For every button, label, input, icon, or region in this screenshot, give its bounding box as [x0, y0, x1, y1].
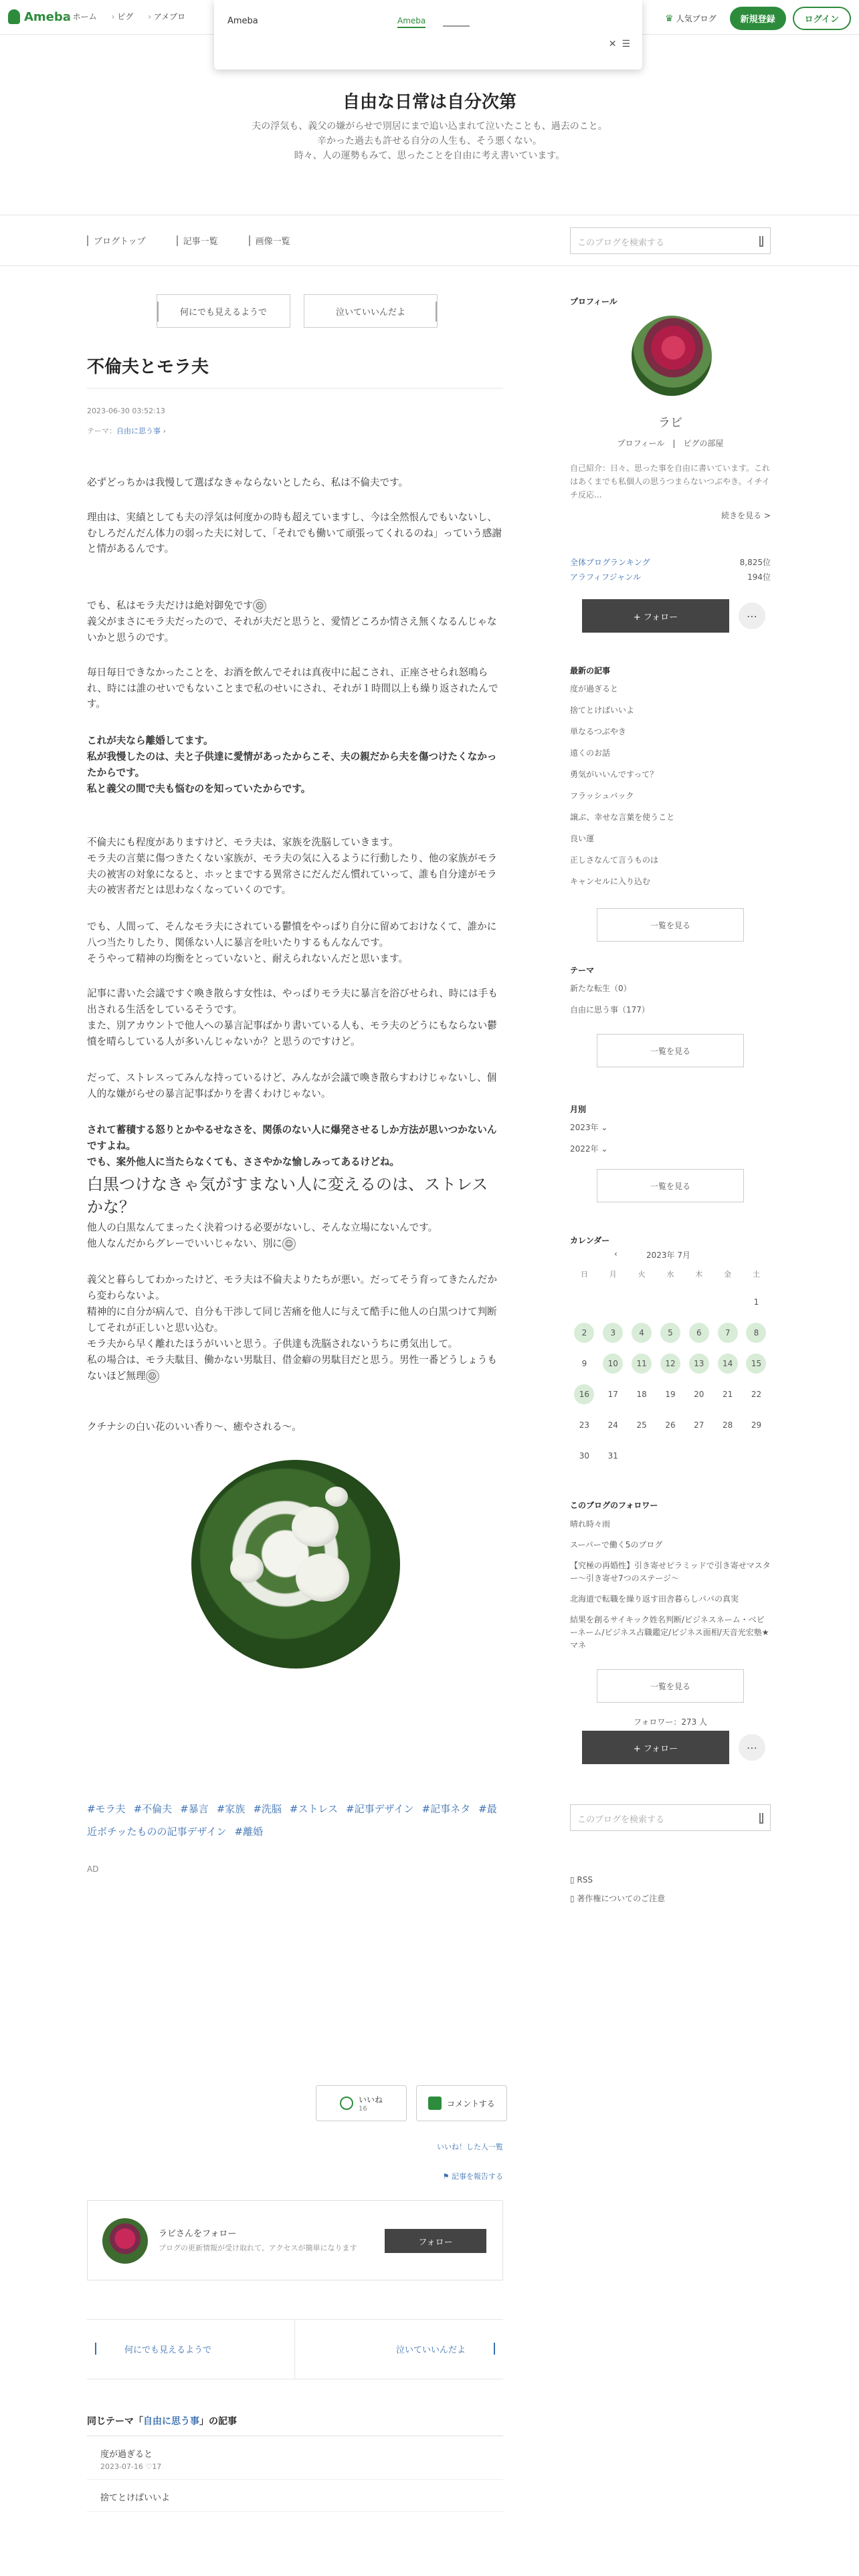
entry-theme: [87, 425, 166, 436]
subnav-label: 記事一覧: [183, 237, 218, 247]
month-item[interactable]: [570, 1117, 771, 1138]
ranking-link[interactable]: 全体ブログランキング: [570, 558, 650, 567]
paragraph-heading: 白黒つけなきゃ気がすまない人に変えるのは、ストレスかな？: [87, 1175, 488, 1216]
menu-icon[interactable]: ☰: [622, 39, 630, 49]
prev-entry-link[interactable]: 何にでも見えるようで: [87, 2320, 295, 2379]
divider: [87, 388, 503, 389]
calendar-day: 26: [665, 1420, 676, 1430]
latest-item[interactable]: 良い運: [570, 834, 595, 843]
more-icon[interactable]: ⋯: [739, 603, 765, 629]
blog-description: [0, 119, 859, 163]
overlay-tab[interactable]: Ameba: [397, 16, 425, 28]
report-label: 記事を報告する: [452, 2172, 503, 2181]
hashtag[interactable]: #家族: [216, 1803, 246, 1815]
monthly-more-wrap: [570, 1169, 771, 1202]
calendar-day: 27: [694, 1420, 704, 1430]
latest-more-wrap: [570, 908, 771, 942]
ranking-value: 8,825位: [739, 558, 771, 567]
calendar-weekday: 月: [609, 1270, 617, 1279]
subnav-image-list[interactable]: [249, 234, 290, 247]
entry-pager-bottom: [87, 2319, 503, 2379]
paragraph: 私と義父の間で夫も悩むのを知っていたからです。: [87, 783, 311, 794]
same-theme-section: [87, 2414, 503, 2512]
calendar-day[interactable]: 6: [689, 1323, 709, 1343]
like-count: 16: [358, 2105, 367, 2113]
blog-search-input[interactable]: [570, 227, 771, 254]
sidebar-follow-button-2[interactable]: + フォロー: [582, 1731, 729, 1764]
register-button[interactable]: 新規登録: [730, 7, 786, 30]
calendar-month-label: 2023年 7月: [646, 1251, 690, 1260]
paragraph-text: 他人なんだからグレーでいいじゃない、別に: [87, 1238, 282, 1249]
monthly-list: [570, 1117, 771, 1160]
calendar-day[interactable]: 15: [746, 1354, 766, 1374]
calendar-day: [632, 1292, 652, 1312]
latest-item[interactable]: フラッシュバック: [570, 791, 634, 800]
latest-item[interactable]: 単なるつぶやき: [570, 727, 626, 736]
followers-more-button[interactable]: 一覧を見る: [597, 1669, 744, 1703]
calendar-week: [570, 1354, 771, 1374]
calendar-day: [660, 1446, 680, 1466]
calendar-day[interactable]: 5: [660, 1323, 680, 1343]
paragraph: そうやって精神の均衡をとっていないと、耐えられないんだと思います。: [87, 953, 409, 964]
flower-shape: [292, 1507, 339, 1547]
login-button[interactable]: ログイン: [793, 7, 851, 30]
next-entry-link[interactable]: 泣いていいんだよ: [295, 2320, 503, 2379]
hashtag[interactable]: #ストレス: [289, 1803, 339, 1815]
item-title: 度が過ぎると: [100, 2450, 153, 2460]
profile-name[interactable]: ラビ: [658, 416, 682, 430]
blog-description-line: 時々、人の運勢もみて、思ったことを自由に考え書いています。: [294, 150, 565, 161]
follower-follow-row: [582, 1731, 765, 1764]
calendar-day: [746, 1446, 766, 1466]
paragraph: 精神的に自分が病んで、自分も干渉して同じ苦痛を他人に与えて酷手に他人の白黒つけて判断してそれが正しいと思い込む。: [87, 1306, 497, 1333]
calendar-day: 21: [723, 1390, 733, 1399]
follow-card-desc: ブログの更新情報が受け取れて、アクセスが簡単になります: [159, 2244, 357, 2252]
theme-more-button[interactable]: 一覧を見る: [597, 1034, 744, 1067]
follower-list: [570, 1513, 771, 1652]
entry-pager-top: [157, 294, 438, 328]
calendar-day: [574, 1292, 594, 1312]
paragraph: 私が我慢したのは、夫と子供達に愛情があったからこそ、夫の親だから夫を傷つけたくなかったからです。: [87, 751, 497, 778]
ad-label: AD: [87, 1864, 99, 1874]
next-entry-button[interactable]: 泣いていいんだよ: [304, 294, 438, 328]
hashtag[interactable]: #記事デザイン: [346, 1803, 414, 1815]
blog-subnav: [0, 215, 859, 266]
calendar-weekday: 土: [752, 1270, 760, 1279]
paragraph: だって、ストレスってみんな持っているけど、みんなが会議で喚き散らすわけじゃないし、個人的な嫌がらせの暴言記事ばかりを書くわけじゃない。: [87, 1072, 497, 1099]
hashtag[interactable]: #洗脳: [253, 1803, 282, 1815]
calendar-heading: カレンダー: [570, 1236, 610, 1245]
calendar-week: [570, 1446, 771, 1466]
item-likes: 17: [152, 2462, 162, 2471]
paragraph: されて蓄積する怒りとかやるせなさを、関係のない人に爆発させるしか方法が思いつかないんですよね。: [87, 1124, 497, 1152]
avatar[interactable]: [102, 2218, 148, 2264]
calendar-grid: [570, 1268, 771, 1466]
calendar-day: 20: [694, 1390, 704, 1399]
like-button[interactable]: [316, 2085, 407, 2121]
calendar-day: [718, 1446, 738, 1466]
follower-item[interactable]: 晴れ時々雨: [570, 1519, 611, 1529]
hashtag[interactable]: #モラ夫: [87, 1803, 126, 1815]
calendar-week: [570, 1415, 771, 1435]
theme-heading: テーマ: [570, 966, 595, 975]
global-nav: [67, 11, 185, 22]
calendar-day: 23: [579, 1420, 590, 1430]
followers-heading: このブログのフォロワー: [570, 1501, 658, 1510]
calendar-day[interactable]: 3: [603, 1323, 623, 1343]
heading-text: 」の記事: [199, 2416, 237, 2427]
more-icon[interactable]: ⋯: [739, 1734, 765, 1761]
follow-button[interactable]: フォロー: [385, 2229, 486, 2253]
calendar-day[interactable]: 16: [574, 1384, 594, 1404]
list-item[interactable]: [87, 2436, 503, 2480]
document-icon: ▯: [570, 1894, 577, 1903]
latest-list: [570, 678, 771, 892]
theme-item[interactable]: 新たな転生（0）: [570, 984, 632, 993]
chevron-down-icon: ⌄: [598, 1123, 608, 1132]
theme-link[interactable]: 自由に思う事: [116, 427, 161, 435]
read-more-link[interactable]: 続きを見る >: [721, 511, 771, 520]
search-placeholder: このブログを検索する: [577, 238, 665, 248]
list-item[interactable]: [87, 2480, 503, 2512]
chevron-down-icon: ⌄: [598, 1144, 608, 1154]
blog-description-line: 夫の浮気も、義父の嫌がらせで別居にまで追い込まれて泣いたことも、過去のこと。: [252, 121, 607, 132]
emoji-icon: ☹: [253, 599, 266, 613]
report-link[interactable]: [443, 2171, 503, 2181]
entry-title[interactable]: 不倫夫とモラ夫: [87, 357, 209, 377]
search-icon[interactable]: [759, 236, 763, 247]
ranking-row: [570, 571, 771, 582]
like-label: いいね: [358, 2095, 383, 2105]
ameba-logo[interactable]: [8, 9, 71, 24]
month-item[interactable]: [570, 1138, 771, 1160]
account-actions: [665, 7, 851, 30]
latest-item[interactable]: 遠くのお話: [570, 748, 611, 758]
calendar-weekday: 木: [695, 1270, 703, 1279]
paragraph: 毎日毎日できなかったことを、お酒を飲んでそれは真夜中に起こされ、正座させられ怒鳴られ、時には誰のせいでもないことまで私のせいにされ、それが１時間以上も繰り返されたんです。: [87, 667, 498, 710]
popular-blog-link[interactable]: [665, 13, 717, 24]
subnav-label: 画像一覧: [255, 237, 290, 247]
calendar-day: [689, 1292, 709, 1312]
calendar-weekday: 金: [724, 1270, 732, 1279]
paragraph: モラ夫から早く離れたほうがいいと思う。子供達も洗脳されないうちに勇気出して。: [87, 1338, 458, 1350]
overlay-brand: Ameba: [227, 16, 258, 26]
entry-date: 2023-06-30 03:52:13: [87, 407, 165, 415]
calendar-day: 28: [723, 1420, 733, 1430]
blog-description-line: 辛かった過去も許せる自分の人生も、そう悪くない。: [317, 136, 542, 146]
calendar-week: [570, 1292, 771, 1312]
monthly-heading: 月別: [570, 1105, 587, 1114]
hashtag[interactable]: #離婚: [234, 1826, 264, 1838]
crown-icon: ♛: [665, 13, 674, 24]
month-label: 2022年: [570, 1144, 599, 1154]
profile-links: プロフィール | ピグの部屋: [617, 439, 724, 448]
paragraph: 他人の白黒なんてまったく決着つける必要がないし、そんな立場にないんです。: [87, 1222, 438, 1233]
pig-room-link[interactable]: ピグの部屋: [683, 439, 724, 448]
paragraph: でも、人間って、そんなモラ夫にされている鬱憤をやっぱり自分に留めておけなくて、誰かに八つ当たりしたり、関係ない人に暴言を吐いたりするもんなんです。: [87, 921, 497, 948]
comment-button[interactable]: [416, 2085, 507, 2121]
item-title: 捨てとけばいいよ: [100, 2493, 171, 2503]
paragraph-text: でも、私はモラ夫だけは絶対御免です: [87, 600, 254, 611]
latest-item[interactable]: 譲ぶ、幸せな言葉を使うこと: [570, 813, 675, 822]
copyright-label: 著作権についてのご注意: [577, 1894, 666, 1903]
item-date: 2023-07-16: [100, 2462, 143, 2471]
gardenia-photo[interactable]: [191, 1460, 400, 1669]
ranking-row: [570, 556, 771, 568]
paragraph: 不倫夫にも程度がありますけど、モラ夫は、家族を洗脳していきます。: [87, 837, 399, 848]
calendar-day[interactable]: 13: [689, 1354, 709, 1374]
like-text: [359, 2094, 383, 2113]
calendar-day: [718, 1292, 738, 1312]
calendar-weekday: 火: [638, 1270, 646, 1279]
calendar-day: [632, 1446, 652, 1466]
theme-list: [570, 978, 771, 1021]
calendar-day: 24: [607, 1420, 618, 1430]
emoji-icon: ☺: [282, 1237, 296, 1251]
hashtag[interactable]: #記事ネタ: [421, 1803, 471, 1815]
paragraph: 理由は、実績としても夫の浮気は何度かの時も超えていますし、今は全然恨んでもいないし、むしろだんだん体力の弱った夫に対して、「それでも働いて頑張ってくれるのね」っていう感謝と情があるんです。: [87, 512, 502, 554]
profile-link[interactable]: プロフィール: [617, 439, 665, 448]
theme-item[interactable]: 自由に思う事（177）: [570, 1005, 650, 1014]
blog-subnav-items: [87, 234, 290, 247]
calendar-day: 31: [607, 1451, 618, 1461]
latest-item[interactable]: 度が過ぎると: [570, 684, 619, 693]
calendar-prev-icon[interactable]: ‹: [614, 1249, 617, 1259]
latest-item[interactable]: 捨てとけばいいよ: [570, 706, 635, 715]
follower-item[interactable]: 【究極の再婚性】引き寄せピラミッドで引き寄せマスター〜引き寄せ7つのステージ〜: [570, 1561, 771, 1583]
latest-more-button[interactable]: 一覧を見る: [597, 908, 744, 942]
latest-item[interactable]: 勇気がいいんですって？: [570, 770, 658, 779]
paragraph: また、別アカウントで他人への暴言記事ばかり書いている人も、モラ夫のどうにもならない鬱憤を晴らしている人が多いんじゃないか？と思うのですけど。: [87, 1020, 497, 1047]
calendar-day: [660, 1292, 680, 1312]
sidebar-follow-button[interactable]: + フォロー: [582, 599, 729, 633]
chevron-right-icon: ›: [161, 427, 166, 435]
calendar-day: 29: [751, 1420, 762, 1430]
heading-text: 同じテーマ「: [87, 2416, 143, 2427]
calendar-day[interactable]: 8: [746, 1323, 766, 1343]
calendar-day: [689, 1446, 709, 1466]
paragraph: これが夫なら離婚してます。: [87, 735, 213, 746]
ranking-value: 194位: [747, 572, 771, 582]
nav-pigg[interactable]: › ピグ: [112, 11, 134, 22]
calendar-weekdays: [570, 1268, 771, 1281]
nav-home[interactable]: › ホーム: [67, 11, 97, 22]
calendar-day: 18: [636, 1390, 647, 1399]
paragraph-text: 私の場合は、モラ夫駄目、働かない男駄目、借金癖の男駄目だと思う。男性一番どうしょうもないほど無理: [87, 1354, 497, 1382]
subnav-article-list[interactable]: [177, 234, 218, 247]
sidebar-search-input[interactable]: [570, 1804, 771, 1831]
calendar-day: 30: [579, 1451, 590, 1461]
profile-heading: プロフィール: [570, 297, 617, 306]
item-meta: [100, 2462, 503, 2471]
month-label: 2023年: [570, 1123, 599, 1132]
paragraph: 義父と暮らしてわかったけど、モラ夫は不倫夫よりたちが悪い。だってそう育ってきたんだから変わらないよ。: [87, 1274, 497, 1301]
profile-intro: 自己紹介：日々、思った事を自由に書いています。これはあくまでも私個人の思うつまらないつぶやき。イチイチ反応...: [570, 463, 771, 500]
follower-count: フォロワー：273 人: [633, 1717, 708, 1727]
bar-icon: [177, 235, 178, 246]
rss-icon: ▯: [570, 1875, 577, 1885]
smile-icon: [340, 2097, 353, 2110]
paragraph: [87, 1236, 503, 1252]
calendar-day[interactable]: 7: [718, 1323, 738, 1343]
monthly-more-button[interactable]: 一覧を見る: [597, 1169, 744, 1202]
comment-label: コメントする: [447, 2099, 495, 2109]
calendar-day: 1: [753, 1297, 759, 1307]
paragraph: [87, 598, 503, 614]
profile-avatar[interactable]: [632, 316, 712, 396]
heart-icon: ♡: [145, 2462, 153, 2471]
prev-entry-button[interactable]: 何にでも見えるようで: [157, 294, 290, 328]
calendar-day: [603, 1292, 623, 1312]
calendar-weekday: 水: [666, 1270, 674, 1279]
hashtag-list: [87, 1798, 503, 1843]
rss-label: RSS: [577, 1875, 593, 1885]
latest-item[interactable]: 正しさなんて言うものは: [570, 855, 659, 865]
calendar-day[interactable]: 10: [603, 1354, 623, 1374]
paragraph: [87, 1352, 503, 1384]
paragraph: クチナシの白い花のいい香り〜、癒やされる〜。: [87, 1421, 302, 1432]
rss-link[interactable]: [570, 1875, 593, 1885]
same-theme-link[interactable]: 自由に思う事: [143, 2416, 199, 2427]
overlay-controls: [609, 39, 630, 49]
hashtag[interactable]: #最近ボチッたものの記事デザイン: [87, 1803, 497, 1838]
paragraph: モラ夫の言葉に傷つきたくない家族が、モラ夫の気に入るように行動したり、他の家族がモラ夫の被害の対象になると、ホッとまでする異常さにだんだん慣れていって、誰も自分達がモラ夫の被害者だとは思わなくなっていくのです。: [87, 853, 497, 895]
comment-icon: [428, 2097, 442, 2110]
same-theme-heading: [87, 2414, 503, 2436]
paragraph: 記事に書いた会議ですぐ喚き散らす女性は、やっぱりモラ夫に暴言を浴びせられ、時には手も出される生活をしているそうです。: [87, 988, 498, 1015]
flower-shape: [230, 1553, 264, 1583]
hashtag[interactable]: #暴言: [180, 1803, 209, 1815]
logo-text: Ameba: [24, 9, 71, 24]
follower-item[interactable]: スーパーで働く5のブログ: [570, 1540, 663, 1549]
paragraph: でも、案外他人に当たらなくても、ささやかな愉しみってあるけどね。: [87, 1156, 400, 1168]
copyright-link[interactable]: [570, 1893, 665, 1904]
follower-item[interactable]: 結果を創るサイキック姓名判断/ビジネスネーム・ベビーネーム/ビジネス占職鑑定/ビジネス面相/天音光宏塾★マネ: [570, 1615, 769, 1650]
profile-follow-row: [582, 599, 765, 633]
search-placeholder: このブログを検索する: [577, 1815, 665, 1825]
nav-ameblo[interactable]: › アメブロ: [148, 11, 185, 22]
calendar-week: [570, 1323, 771, 1343]
follow-card: [87, 2200, 503, 2280]
flower-shape: [325, 1487, 348, 1507]
theme-label: テーマ：: [87, 427, 116, 435]
flag-icon: ⚑: [442, 2172, 452, 2181]
follow-card-title: ラビさんをフォロー: [159, 2229, 237, 2239]
popular-blog-label: 人気ブログ: [676, 14, 717, 23]
like-list-link[interactable]: いいね！した人一覧: [437, 2143, 503, 2151]
ameba-logo-icon: [8, 9, 20, 24]
calendar-day: 9: [581, 1359, 587, 1368]
ranking-link[interactable]: アラフィフジャンル: [570, 572, 642, 582]
bar-icon: [87, 235, 88, 246]
calendar-day[interactable]: 2: [574, 1323, 594, 1343]
calendar-day: 19: [665, 1390, 676, 1399]
flower-shape: [296, 1553, 349, 1602]
calendar-day[interactable]: 4: [632, 1323, 652, 1343]
calendar-day[interactable]: 14: [718, 1354, 738, 1374]
paragraph: 義父がまさにモラ夫だったので、それが夫だと思うと、愛情どころか情さえ無くなるんじゃないかと思うのです。: [87, 616, 497, 643]
subnav-label: ブログトップ: [94, 237, 146, 247]
emoji-icon: ☹: [146, 1370, 159, 1383]
calendar-day[interactable]: 12: [660, 1354, 680, 1374]
close-icon[interactable]: ✕: [608, 39, 617, 49]
calendar-day: 17: [607, 1390, 618, 1399]
calendar-day[interactable]: 11: [632, 1354, 652, 1374]
calendar-day: 22: [751, 1390, 762, 1399]
overlay-tab-underline: [443, 25, 470, 27]
reaction-buttons: [316, 2085, 507, 2121]
calendar-weekday: 日: [580, 1270, 588, 1279]
hashtag[interactable]: #不倫夫: [133, 1803, 173, 1815]
latest-heading: 最新の記事: [570, 666, 611, 675]
subnav-blog-top[interactable]: [87, 234, 146, 247]
latest-item[interactable]: キャンセルに入り込む: [570, 877, 651, 886]
bar-icon: [249, 235, 250, 246]
calendar-week: [570, 1384, 771, 1404]
dropdown-overlay: [214, 0, 642, 70]
calendar-day: 25: [636, 1420, 647, 1430]
blog-title[interactable]: 自由な日常は自分次第: [342, 92, 516, 112]
paragraph: 必ずどっちかは我慢して選ばなきゃならないとしたら、私は不倫夫です。: [87, 477, 409, 488]
follower-item[interactable]: 北海道で転職を繰り返す田舎暮らしパパの真実: [570, 1594, 739, 1604]
followers-more-wrap: [570, 1669, 771, 1703]
theme-more-wrap: [570, 1034, 771, 1067]
search-icon[interactable]: [759, 1813, 763, 1824]
